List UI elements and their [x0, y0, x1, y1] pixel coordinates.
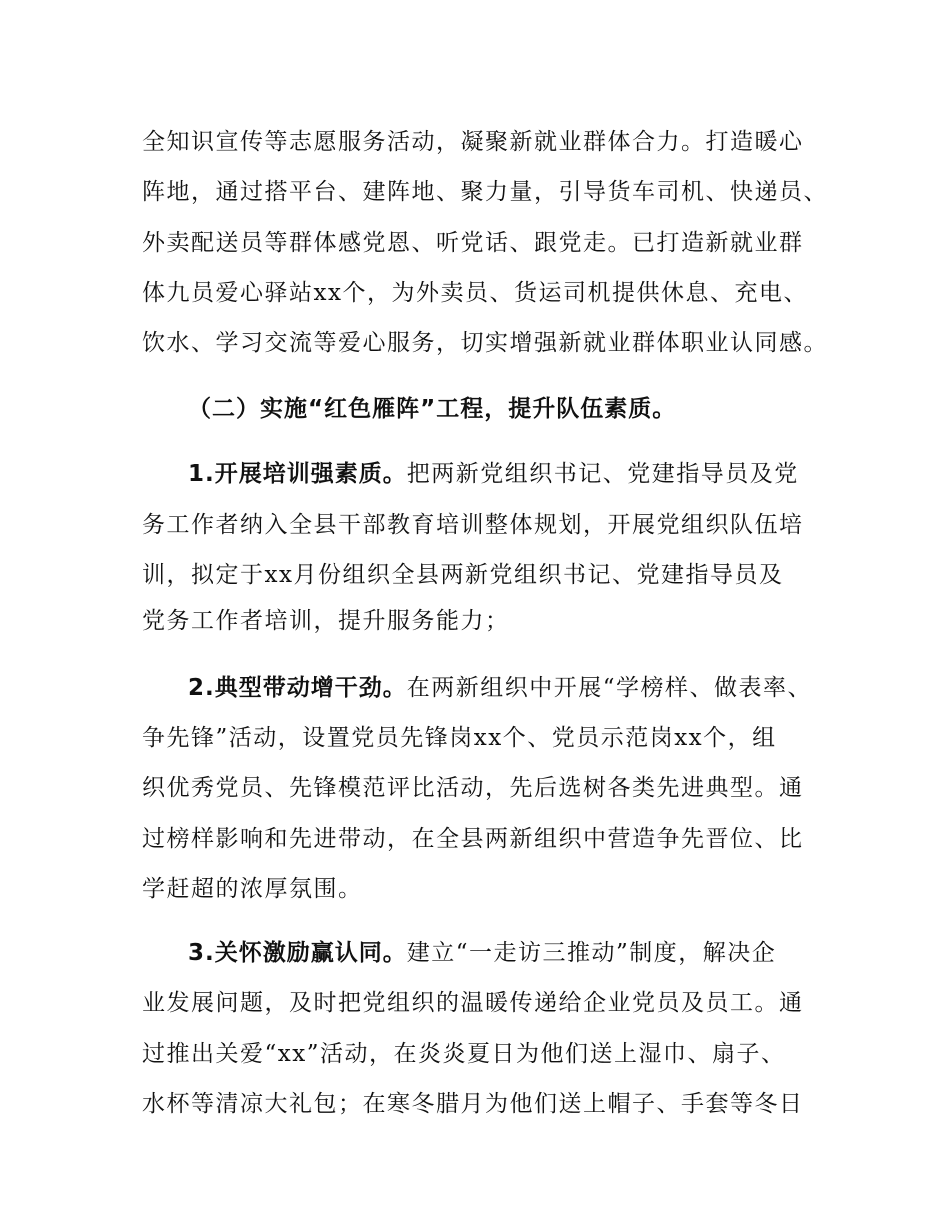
item-2-first-line [188, 673, 812, 703]
paragraph-line: 体九员爱心驿站xx个，为外卖员、货运司机提供休息、充电、 [142, 280, 808, 306]
paragraph-line: 争先锋”活动，设置党员先锋岗xx个、党员示范岗xx个，组 [142, 725, 777, 751]
item-2-text: 在两新组织中开展“学榜样、做表率、 [406, 675, 813, 701]
item-3-title: 3.关怀激励赢认同。 [188, 940, 407, 966]
item-1-text: 把两新党组织书记、党建指导员及党 [406, 461, 799, 487]
paragraph-line: 业发展问题，及时把党组织的温暖传递给企业党员及员工。通 [142, 990, 804, 1016]
paragraph-line: 外卖配送员等群体感党恩、听党话、跟党走。已打造新就业群 [142, 230, 804, 256]
paragraph-line: 训，拟定于xx月份组织全县两新党组织书记、党建指导员及 [142, 562, 784, 588]
item-3-first-line [188, 938, 776, 968]
paragraph-line: 学赶超的浓厚氛围。 [142, 876, 363, 902]
paragraph-line: 党务工作者培训，提升服务能力； [142, 608, 510, 634]
paragraph-line: 过榜样影响和先进带动，在全县两新组织中营造争先晋位、比 [142, 826, 804, 852]
section-heading: （二）实施“红色雁阵”工程，提升队伍素质。 [188, 396, 677, 422]
item-3-text: 建立“一走访三推动”制度，解决企 [406, 940, 777, 966]
paragraph-line: 全知识宣传等志愿服务活动，凝聚新就业群体合力。打造暖心 [142, 129, 804, 155]
paragraph-line: 织优秀党员、先锋模范评比活动，先后选树各类先进典型。通 [142, 775, 804, 801]
paragraph-line: 饮水、学习交流等爱心服务，切实增强新就业群体职业认同感。 [142, 330, 828, 356]
paragraph-line: 水杯等清凉大礼包；在寒冬腊月为他们送上帽子、手套等冬日 [142, 1091, 804, 1117]
paragraph-line: 阵地，通过搭平台、建阵地、聚力量，引导货车司机、快递员、 [142, 179, 828, 205]
item-2-title: 2.典型带动增干劲。 [188, 675, 407, 701]
item-1-first-line [188, 459, 799, 489]
item-1-title: 1.开展培训强素质。 [188, 461, 407, 487]
paragraph-line: 过推出关爱“xx”活动，在炎炎夏日为他们送上湿巾、扇子、 [142, 1041, 786, 1067]
paragraph-line: 务工作者纳入全县干部教育培训整体规划，开展党组织队伍培 [142, 512, 804, 538]
